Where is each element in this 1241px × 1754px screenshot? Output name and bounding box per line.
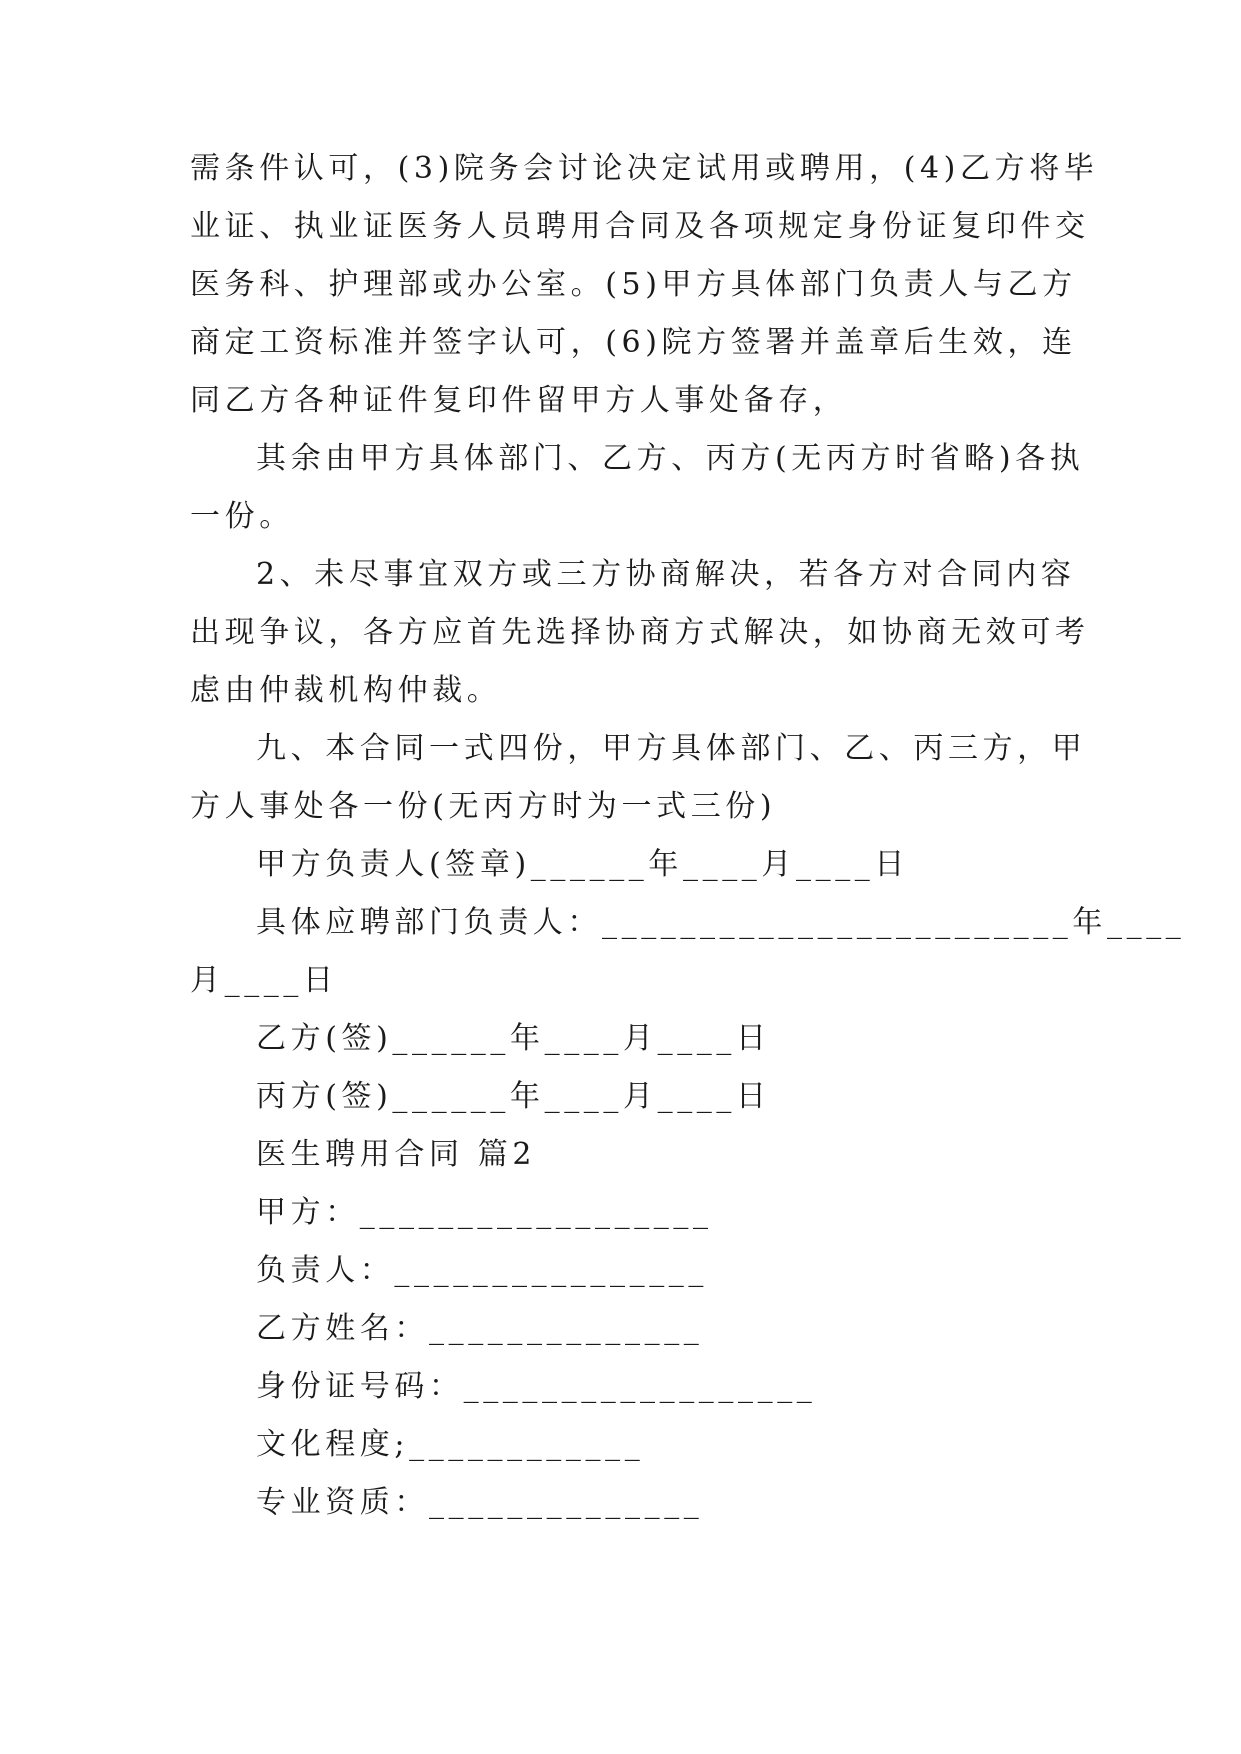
paragraph-line: 医务科、护理部或办公室。(5)甲方具体部门负责人与乙方 bbox=[190, 267, 1077, 302]
paragraph-line: 其余由甲方具体部门、乙方、丙方(无丙方时省略)各执 bbox=[256, 441, 1085, 476]
form-field-education: 文化程度;____________ bbox=[256, 1427, 645, 1462]
paragraph-line: 一份。 bbox=[190, 499, 294, 534]
form-field-party-a: 甲方：__________________ bbox=[256, 1195, 713, 1230]
signature-line-party-a-head: 甲方负责人(签章)______年____月____日 bbox=[256, 847, 910, 882]
paragraph-line: 同乙方各种证件复印件留甲方人事处备存， bbox=[190, 383, 848, 418]
signature-line-party-c: 丙方(签)______年____月____日 bbox=[256, 1079, 771, 1114]
paragraph-line: 2、未尽事宜双方或三方协商解决，若各方对合同内容 bbox=[256, 557, 1076, 592]
paragraph-line: 商定工资标准并签字认可，(6)院方签署并盖章后生效，连 bbox=[190, 325, 1077, 360]
signature-line-department-head: 具体应聘部门负责人：________________________年____ bbox=[256, 905, 1186, 940]
signature-line-party-b: 乙方(签)______年____月____日 bbox=[256, 1021, 771, 1056]
paragraph-line: 需条件认可，(3)院务会讨论决定试用或聘用，(4)乙方将毕 bbox=[190, 151, 1099, 186]
section-heading: 医生聘用合同 篇2 bbox=[256, 1137, 537, 1172]
paragraph-line: 虑由仲裁机构仲裁。 bbox=[190, 673, 502, 708]
paragraph-line: 业证、执业证医务人员聘用合同及各项规定身份证复印件交 bbox=[190, 209, 1090, 244]
form-field-party-b-name: 乙方姓名：______________ bbox=[256, 1311, 704, 1346]
paragraph-line: 九、本合同一式四份，甲方具体部门、乙、丙三方，甲 bbox=[256, 731, 1087, 766]
form-field-qualification: 专业资质：______________ bbox=[256, 1485, 704, 1520]
form-field-id-number: 身份证号码：__________________ bbox=[256, 1369, 817, 1404]
form-field-responsible-person: 负责人：________________ bbox=[256, 1253, 708, 1288]
signature-line-department-head-date: 月____日 bbox=[190, 963, 338, 998]
paragraph-line: 出现争议，各方应首先选择协商方式解决，如协商无效可考 bbox=[190, 615, 1090, 650]
paragraph-line: 方人事处各一份(无丙方时为一式三份) bbox=[190, 789, 777, 824]
